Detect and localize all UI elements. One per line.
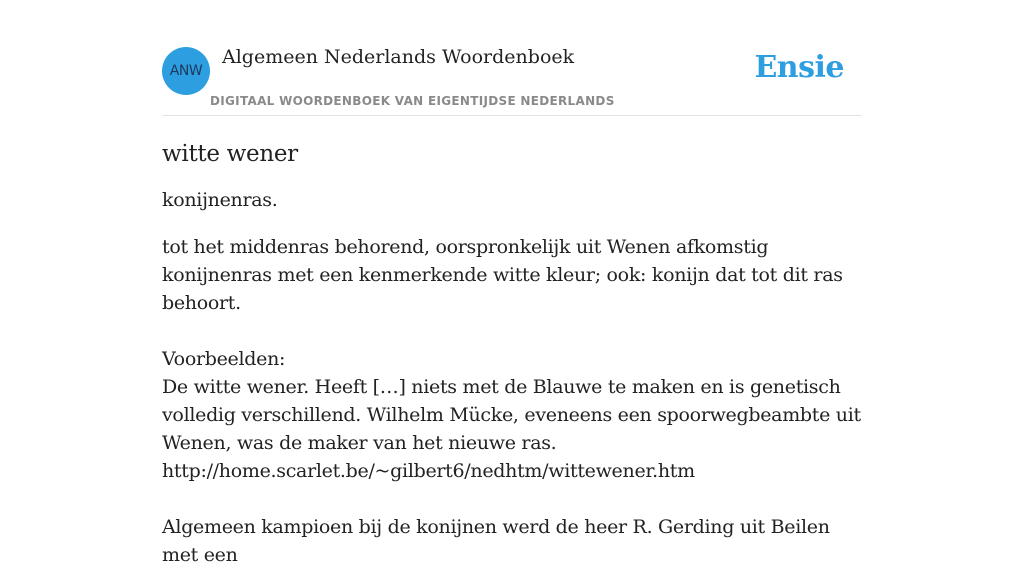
spacer xyxy=(162,317,866,345)
site-header xyxy=(162,0,862,116)
example-source: http://home.scarlet.be/~gilbert6/nedhtm/wittewener.htm xyxy=(162,460,695,482)
site-title[interactable]: Algemeen Nederlands Woordenboek xyxy=(222,46,575,68)
entry-content xyxy=(162,138,866,569)
site-subtitle: DIGITAAL WOORDENBOEK VAN EIGENTIJDSE NEDERLANDS xyxy=(210,94,615,108)
spacer xyxy=(162,485,866,513)
ensie-brand-logo[interactable]: Ensie xyxy=(754,50,844,85)
examples-label: Voorbeelden: xyxy=(162,348,286,370)
example-text: De witte wener. Heeft […] niets met de Blauwe te maken en is genetisch volledig verschillend. Wilhelm Mücke, eveneens een spoorwegbeambte uit Wenen, was de maker van het nieuwe ras. xyxy=(162,376,861,454)
definition: tot het middenras behorend, oorspronkelijk uit Wenen afkomstig konijnenras met een kenmerkende witte kleur; ook: konijn dat tot dit ras behoort. xyxy=(162,236,843,314)
example-text: Algemeen kampioen bij de konijnen werd de heer R. Gerding uit Beilen met een xyxy=(162,516,830,566)
logo-text: ANW xyxy=(169,63,203,79)
grammar-label: konijnenras. xyxy=(162,189,278,211)
headword: witte wener xyxy=(162,141,298,167)
anw-logo[interactable] xyxy=(162,47,210,95)
